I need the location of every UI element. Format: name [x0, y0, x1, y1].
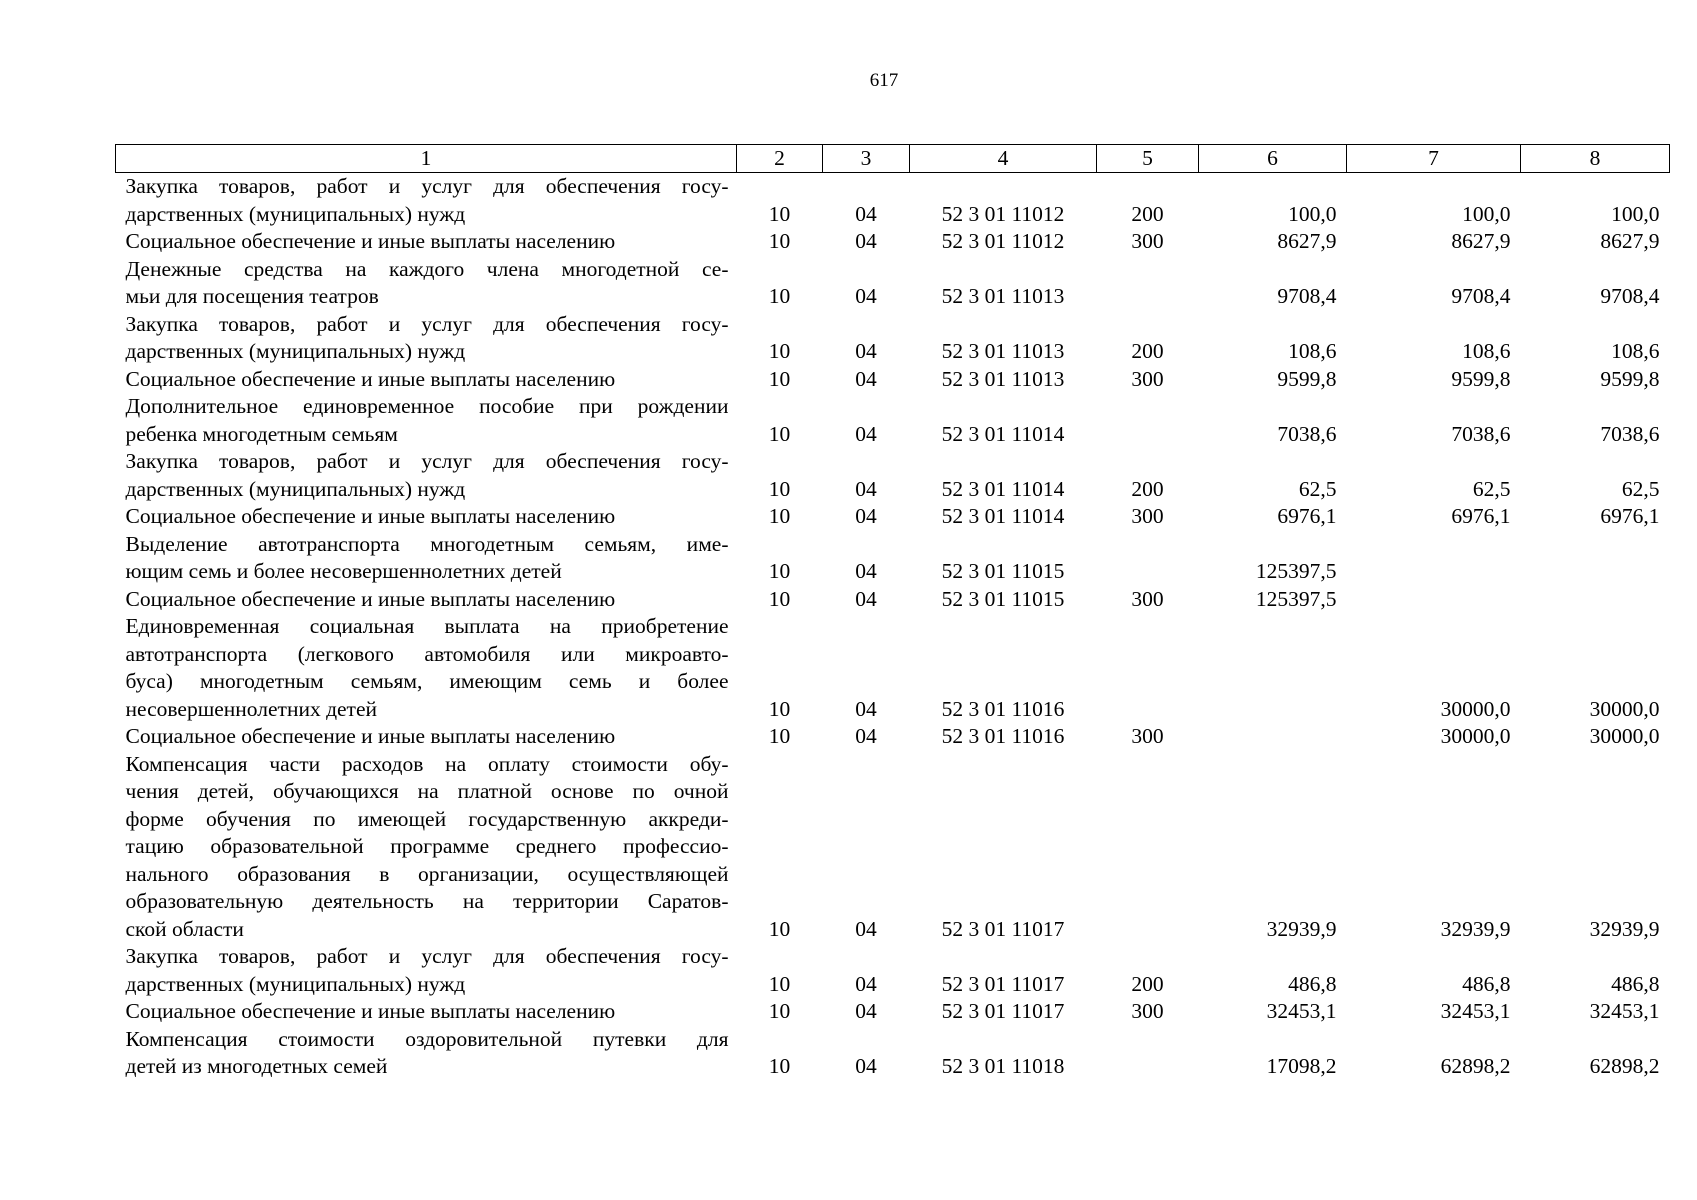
row-target-article: 52 3 01 11015 — [941, 559, 1065, 583]
page-number: 617 — [869, 70, 899, 91]
row-amount-col7 — [1347, 531, 1521, 586]
row-expense-type — [1097, 393, 1199, 448]
row-subsection: 04 — [855, 586, 877, 611]
table-row — [116, 613, 1670, 723]
table-row — [116, 503, 1670, 531]
row-amount-col7: 32939,9 — [1440, 916, 1511, 941]
row-description: Единовременная социальная выплата на приобретение автотранспорта (легкового автомобиля или микроавто- буса) многодетным семьям, имеющим семь и более несовершеннолетних детей — [125, 614, 729, 721]
row-expense-type: 300 — [1131, 229, 1164, 253]
header-col-1: 1 — [116, 145, 737, 173]
row-amount-col7: 30000,0 — [1440, 696, 1511, 721]
table-row — [116, 448, 1670, 503]
row-target-article: 52 3 01 11013 — [941, 339, 1065, 363]
row-amount-col7: 9599,8 — [1451, 366, 1511, 391]
row-description: Социальное обеспечение и иные выплаты населению — [125, 366, 616, 391]
table-row — [116, 723, 1670, 751]
budget-table — [115, 144, 1670, 1081]
table-header — [116, 145, 1670, 173]
row-subsection: 04 — [855, 421, 877, 446]
row-amount-col8: 32453,1 — [1589, 999, 1660, 1023]
row-section: 10 — [768, 586, 791, 611]
row-expense-type: 200 — [1131, 476, 1164, 501]
table-row — [116, 393, 1670, 448]
row-target-article: 52 3 01 11017 — [941, 916, 1065, 941]
row-section: 10 — [768, 724, 791, 748]
row-section: 10 — [768, 366, 791, 391]
row-amount-col7: 62,5 — [1472, 476, 1511, 501]
row-description: Закупка товаров, работ и услуг для обеспечения госу- дарственных (муниципальных) нужд — [125, 174, 729, 226]
header-col-3: 3 — [823, 145, 910, 173]
table-row — [116, 751, 1670, 944]
row-amount-col7: 6976,1 — [1451, 504, 1511, 528]
row-amount-col8: 32939,9 — [1589, 916, 1660, 941]
row-section: 10 — [768, 559, 791, 583]
row-amount-col8: 62898,2 — [1589, 1054, 1660, 1078]
table-row — [116, 366, 1670, 394]
row-subsection: 04 — [855, 476, 877, 501]
table-row — [116, 943, 1670, 998]
table-row — [116, 228, 1670, 256]
table-row — [116, 1026, 1670, 1081]
row-target-article: 52 3 01 11014 — [941, 476, 1065, 501]
row-amount-col6: 6976,1 — [1277, 504, 1337, 528]
row-amount-col8: 30000,0 — [1589, 724, 1660, 748]
row-amount-col7: 7038,6 — [1451, 421, 1511, 446]
row-subsection: 04 — [855, 999, 877, 1023]
row-amount-col7: 32453,1 — [1440, 999, 1511, 1023]
row-subsection: 04 — [855, 971, 877, 996]
row-amount-col6: 32453,1 — [1266, 999, 1337, 1023]
row-description: Социальное обеспечение и иные выплаты населению — [125, 724, 616, 748]
row-amount-col8: 6976,1 — [1600, 504, 1660, 528]
row-subsection: 04 — [855, 724, 877, 748]
row-amount-col6: 108,6 — [1288, 339, 1337, 363]
row-amount-col6: 125397,5 — [1255, 559, 1337, 583]
row-amount-col7: 486,8 — [1462, 971, 1511, 996]
row-amount-col7: 8627,9 — [1451, 229, 1511, 253]
row-description: Компенсация части расходов на оплату стоимости обу- чения детей, обучающихся на платной основе по очной форме обучения по имеющей государственную аккреди- тацию образовательной программе среднего профессио- нального образования в организации, осуществляющей образовательную деятельность на территории Саратов- ской области — [125, 751, 729, 941]
row-target-article: 52 3 01 11012 — [941, 201, 1065, 226]
row-target-article: 52 3 01 11017 — [941, 999, 1065, 1023]
row-description: Денежные средства на каждого члена многодетной се- мьи для посещения театров — [125, 256, 729, 308]
row-target-article: 52 3 01 11014 — [941, 421, 1065, 446]
row-amount-col7: 30000,0 — [1440, 724, 1511, 748]
row-amount-col6: 17098,2 — [1266, 1054, 1337, 1078]
row-amount-col6 — [1199, 613, 1347, 723]
row-description: Закупка товаров, работ и услуг для обеспечения госу- дарственных (муниципальных) нужд — [125, 311, 729, 363]
row-expense-type: 300 — [1131, 999, 1164, 1023]
row-amount-col8: 8627,9 — [1600, 229, 1660, 253]
row-target-article: 52 3 01 11012 — [941, 229, 1065, 253]
row-target-article: 52 3 01 11017 — [941, 971, 1065, 996]
row-section: 10 — [768, 971, 791, 996]
header-col-2: 2 — [737, 145, 823, 173]
row-expense-type — [1097, 1026, 1199, 1081]
header-row — [116, 145, 1670, 173]
row-target-article: 52 3 01 11015 — [941, 586, 1065, 611]
row-expense-type: 200 — [1131, 339, 1164, 363]
row-subsection: 04 — [855, 339, 877, 363]
row-subsection: 04 — [855, 696, 877, 721]
row-subsection: 04 — [855, 559, 877, 583]
table-row — [116, 173, 1670, 229]
header-col-4: 4 — [910, 145, 1097, 173]
table-row — [116, 586, 1670, 614]
row-amount-col6: 8627,9 — [1277, 229, 1337, 253]
row-expense-type: 300 — [1131, 366, 1164, 391]
row-expense-type — [1097, 751, 1199, 944]
table-row — [116, 311, 1670, 366]
row-section: 10 — [768, 476, 791, 501]
row-section: 10 — [768, 999, 791, 1023]
row-amount-col6: 486,8 — [1288, 971, 1337, 996]
row-amount-col7 — [1347, 586, 1521, 614]
header-col-6: 6 — [1199, 145, 1347, 173]
row-amount-col6: 7038,6 — [1277, 421, 1337, 446]
row-subsection: 04 — [855, 201, 877, 226]
header-col-5: 5 — [1097, 145, 1199, 173]
row-description: Выделение автотранспорта многодетным семьям, име- ющим семь и более несовершеннолетних детей — [125, 531, 729, 583]
table-row — [116, 998, 1670, 1026]
row-target-article: 52 3 01 11014 — [941, 504, 1065, 528]
header-col-8: 8 — [1521, 145, 1670, 173]
row-section: 10 — [768, 421, 791, 446]
row-amount-col7: 62898,2 — [1440, 1054, 1511, 1078]
row-amount-col6: 125397,5 — [1255, 586, 1337, 611]
row-amount-col6: 9599,8 — [1277, 366, 1337, 391]
row-amount-col6: 100,0 — [1288, 201, 1337, 226]
row-subsection: 04 — [855, 229, 877, 253]
row-description: Социальное обеспечение и иные выплаты населению — [125, 504, 616, 528]
row-section: 10 — [768, 916, 791, 941]
row-expense-type: 300 — [1131, 724, 1164, 748]
row-amount-col8: 62,5 — [1621, 476, 1660, 501]
row-expense-type — [1097, 256, 1199, 311]
row-expense-type: 300 — [1131, 504, 1164, 528]
header-col-7: 7 — [1347, 145, 1521, 173]
row-description: Закупка товаров, работ и услуг для обеспечения госу- дарственных (муниципальных) нужд — [125, 449, 729, 501]
table-body — [116, 173, 1670, 1081]
row-subsection: 04 — [855, 284, 877, 308]
row-expense-type — [1097, 613, 1199, 723]
row-subsection: 04 — [855, 1054, 877, 1078]
row-target-article: 52 3 01 11013 — [941, 366, 1065, 391]
row-amount-col8 — [1521, 531, 1670, 586]
row-amount-col8: 9708,4 — [1600, 284, 1660, 308]
row-amount-col7: 100,0 — [1462, 201, 1511, 226]
row-amount-col8: 100,0 — [1611, 201, 1660, 226]
row-amount-col8 — [1521, 586, 1670, 614]
row-description: Компенсация стоимости оздоровительной путевки для детей из многодетных семей — [125, 1026, 729, 1078]
row-target-article: 52 3 01 11018 — [941, 1054, 1065, 1078]
table-row — [116, 256, 1670, 311]
row-section: 10 — [768, 201, 791, 226]
row-amount-col6: 62,5 — [1298, 476, 1337, 501]
row-section: 10 — [768, 504, 791, 528]
row-description: Закупка товаров, работ и услуг для обеспечения госу- дарственных (муниципальных) нужд — [125, 944, 729, 996]
row-section: 10 — [768, 229, 791, 253]
table-row — [116, 531, 1670, 586]
row-expense-type: 200 — [1131, 201, 1164, 226]
row-amount-col6: 9708,4 — [1277, 284, 1337, 308]
row-description: Социальное обеспечение и иные выплаты населению — [125, 999, 616, 1023]
row-subsection: 04 — [855, 916, 877, 941]
row-description: Дополнительное единовременное пособие при рождении ребенка многодетным семьям — [125, 394, 729, 446]
row-section: 10 — [768, 284, 791, 308]
row-target-article: 52 3 01 11016 — [941, 724, 1065, 748]
row-amount-col8: 108,6 — [1611, 339, 1660, 363]
row-target-article: 52 3 01 11013 — [941, 284, 1065, 308]
row-amount-col7: 9708,4 — [1451, 284, 1511, 308]
row-expense-type: 300 — [1131, 586, 1164, 611]
row-expense-type: 200 — [1131, 971, 1164, 996]
row-amount-col8: 486,8 — [1611, 971, 1660, 996]
row-expense-type — [1097, 531, 1199, 586]
row-amount-col8: 30000,0 — [1589, 696, 1660, 721]
row-description: Социальное обеспечение и иные выплаты населению — [125, 586, 616, 611]
row-target-article: 52 3 01 11016 — [941, 696, 1065, 721]
row-section: 10 — [768, 1054, 791, 1078]
row-amount-col6 — [1199, 723, 1347, 751]
row-section: 10 — [768, 696, 791, 721]
row-subsection: 04 — [855, 504, 877, 528]
row-section: 10 — [768, 339, 791, 363]
row-amount-col6: 32939,9 — [1266, 916, 1337, 941]
row-amount-col8: 9599,8 — [1600, 366, 1660, 391]
row-amount-col8: 7038,6 — [1600, 421, 1660, 446]
row-description: Социальное обеспечение и иные выплаты населению — [125, 229, 616, 253]
row-amount-col7: 108,6 — [1462, 339, 1511, 363]
row-subsection: 04 — [855, 366, 877, 391]
